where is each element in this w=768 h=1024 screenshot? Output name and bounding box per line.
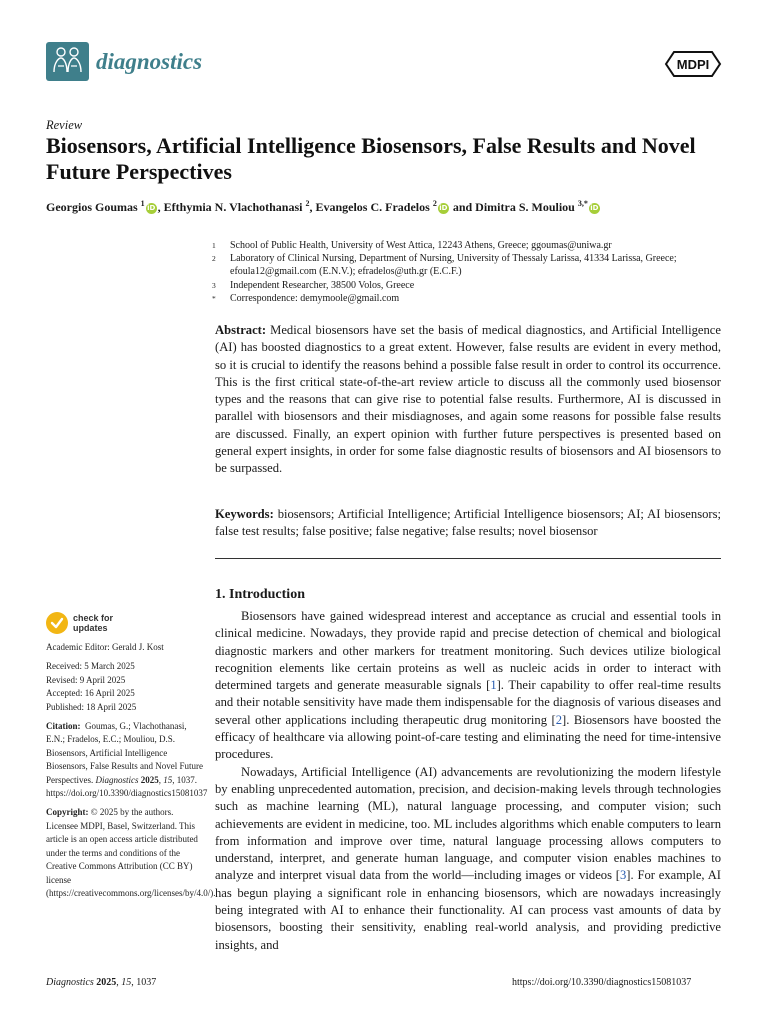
affiliation-item	[212, 292, 727, 305]
citation-volume: , 15	[158, 774, 173, 785]
mdpi-logo	[664, 50, 722, 78]
affiliation-mark: 2	[212, 254, 216, 264]
paragraph-text: Nowadays, Artificial Intelligence (AI) advancements are revolutionizing the modern lifestyle by enabling unprecedented automation, precision, and decision-making levels through technologies such as machine learning (ML), natural language processing, and computer vision; such achievements are evident in medicine, too. ML includes algorithms which enable computers to learn from information and improve over time, natural language processing allows computers to understand, interpret, and generate human language, and computer vision enables machines to analyze and interpret visual data from the world—including images or videos [	[215, 764, 721, 883]
author-affiliation-mark: 3,*	[577, 199, 588, 208]
article-type: Review	[46, 118, 83, 132]
section-divider	[215, 558, 721, 559]
keywords-text: biosensors; Artificial Intelligence; Artificial Intelligence biosensors; AI; AI biosensors; false test results; false positive; false negative; false results; novel biosensor	[215, 507, 721, 539]
affiliation-item	[212, 239, 727, 252]
reference-link[interactable]: 1	[490, 678, 497, 693]
reference-link[interactable]: 3	[620, 868, 627, 883]
citation-year: 2025	[138, 774, 159, 785]
copyright	[46, 806, 216, 900]
check-updates-icon	[46, 612, 68, 634]
footer-journal: Diagnostics	[46, 977, 94, 988]
orcid-icon[interactable]: iD	[147, 204, 156, 212]
citation-label: Citation:	[46, 721, 81, 732]
published-date: Published: 18 April 2025	[46, 701, 137, 712]
affiliation-text: Laboratory of Clinical Nursing, Department of Nursing, University of Thessaly Larissa, 41334 Larissa, Greece; efoula12@gmail.com (E.N.V.); efradelos@uth.gr (E.C.F.)	[230, 253, 677, 278]
author-name: Dimitra S. Mouliou	[475, 200, 578, 214]
accepted-date: Accepted: 16 April 2025	[46, 688, 135, 699]
paragraph-text: ]. For example, AI has begun playing a significant role in enhancing biosensors, which are nowadays increasingly being integrated with AI to enhance their functionality. AI can process vast amounts of data by biosensors, boosting their sensitivity, enabling real-world analysis, and providing predictive insights, and	[215, 868, 721, 952]
paragraph-text: Biosensors have gained widespread interest and acceptance as crucial and essential tools in clinical medicine. Nowadays, they provide rapid and precise detection of chemical and biological diagnostic markers and other markers for treatment monitoring. Such devices utilize biological recognition elements like certain proteins as well as nucleic acids in order to interact with determined targets and generate measurable signals [	[215, 609, 721, 693]
footer-doi-link[interactable]: https://doi.org/10.3390/diagnostics15081037	[512, 977, 692, 988]
affiliation-text: Correspondence: demymoole@gmail.com	[230, 292, 400, 304]
footer-year: 2025	[96, 977, 117, 988]
check-updates-text	[73, 614, 113, 633]
footer-citation: Diagnostics 2025, 15, 1037	[46, 977, 157, 988]
affiliation-mark: 3	[212, 280, 216, 290]
orcid-icon[interactable]: iD	[439, 204, 448, 212]
section-heading: 1. Introduction	[215, 587, 305, 602]
received-date: Received: 5 March 2025	[46, 661, 135, 672]
paragraph-text: ]. Biosensors have boosted the efficacy of healthcare via allowing point-of-care testing and eliminating the need for time-intensive procedures.	[215, 712, 721, 762]
copyright-label: Copyright:	[46, 807, 89, 818]
citation-text-a: Goumas, G.; Vlachothanasi, E.N.; Fradelos, E.C.; Mouliou, D.S. Biosensors, Artificial Intelligence Biosensors, False Results and Novel Future Perspectives.	[46, 721, 203, 785]
affiliation-item	[212, 279, 727, 292]
journal-name: diagnostics	[96, 49, 203, 74]
keywords	[215, 506, 721, 541]
reference-link[interactable]: 2	[555, 712, 562, 727]
copyright-text: © 2025 by the authors. Licensee MDPI, Basel, Switzerland. This article is an open access article distributed under the terms and conditions of the Creative Commons Attribution (CC BY) license (https://creativecommons.org/licenses/by/4.0/).	[46, 807, 216, 898]
check-for-updates-badge[interactable]	[46, 612, 146, 636]
affiliation-text: School of Public Health, University of West Attica, 12243 Athens, Greece; ggoumas@uniwa.gr	[230, 240, 612, 251]
abstract-label: Abstract:	[215, 323, 267, 337]
keywords-label: Keywords:	[215, 507, 274, 521]
affiliation-item	[212, 252, 727, 278]
orcid-icon[interactable]: iD	[590, 204, 599, 212]
author-list: Georgios Goumas $^1$ iD , Efthymia N. Vlachothanasi $^2$, Evangelos C. Fradelos $^2$ iD and Dimitra S. Mouliou $^{3,*}$ iD	[46, 199, 599, 214]
intro-body	[215, 608, 721, 954]
author-name: Georgios Goumas	[46, 200, 141, 214]
affiliations	[212, 239, 727, 305]
citation	[46, 720, 206, 800]
academic-editor: Academic Editor: Gerald J. Kost	[46, 642, 164, 652]
article-info-sidebar	[46, 641, 216, 900]
author-name: Evangelos C. Fradelos	[315, 200, 433, 214]
author-affiliation-mark: 2	[432, 199, 437, 208]
citation-journal: Diagnostics	[95, 774, 139, 785]
check-updates-line1: check for	[73, 613, 114, 623]
paragraph	[215, 608, 721, 764]
author-affiliation-mark: 1	[140, 199, 145, 208]
footer-article: 1037	[136, 977, 157, 988]
footer-volume: 15	[121, 977, 132, 988]
author-name: Efthymia N. Vlachothanasi	[163, 200, 306, 214]
author-affiliation-mark: 2	[305, 199, 310, 208]
mdpi-logo-text: MDPI	[676, 57, 710, 72]
citation-text-b[interactable]: , 1037. https://doi.org/10.3390/diagnostics15081037	[46, 774, 208, 799]
affiliation-mark: *	[212, 293, 216, 303]
revised-date: Revised: 9 April 2025	[46, 674, 126, 685]
journal-logo	[46, 42, 89, 81]
affiliation-mark: 1	[212, 241, 216, 250]
check-updates-line2: updates	[73, 622, 108, 633]
abstract	[215, 322, 721, 478]
paragraph	[215, 764, 721, 954]
article-title: Biosensors, Artificial Intelligence Biosensors, False Results and Novel Future Perspectives	[46, 133, 696, 184]
paragraph-text: ]. Their capability to offer real-time results and their notable sensitivity have made them indispensable for the diagnosis of various diseases and several other applications including therapeutic drug monitoring [	[215, 678, 721, 727]
abstract-text: Medical biosensors have set the basis of medical diagnostics, and Artificial Intelligence (AI) has boosted diagnostics to a great extent. However, false results are evident in every method, so it is crucial to identify the reasons behind a possible false result in order to control its occurrence. This is the first critical state-of-the-art review article to discuss all the commonly used biosensor types and the reasons that can give rise to potential false results. Furthermore, AI is discussed in parallel with biosensors and their misdiagnoses, and again some reasons for possible false results are discussed. Finally, an expert opinion with further future perspectives is presented based on general expert insights, in order for some false diagnostic results of biosensors and AI biosensors to be surpassed.	[215, 323, 721, 476]
affiliation-text: Independent Researcher, 38500 Volos, Greece	[230, 279, 415, 291]
